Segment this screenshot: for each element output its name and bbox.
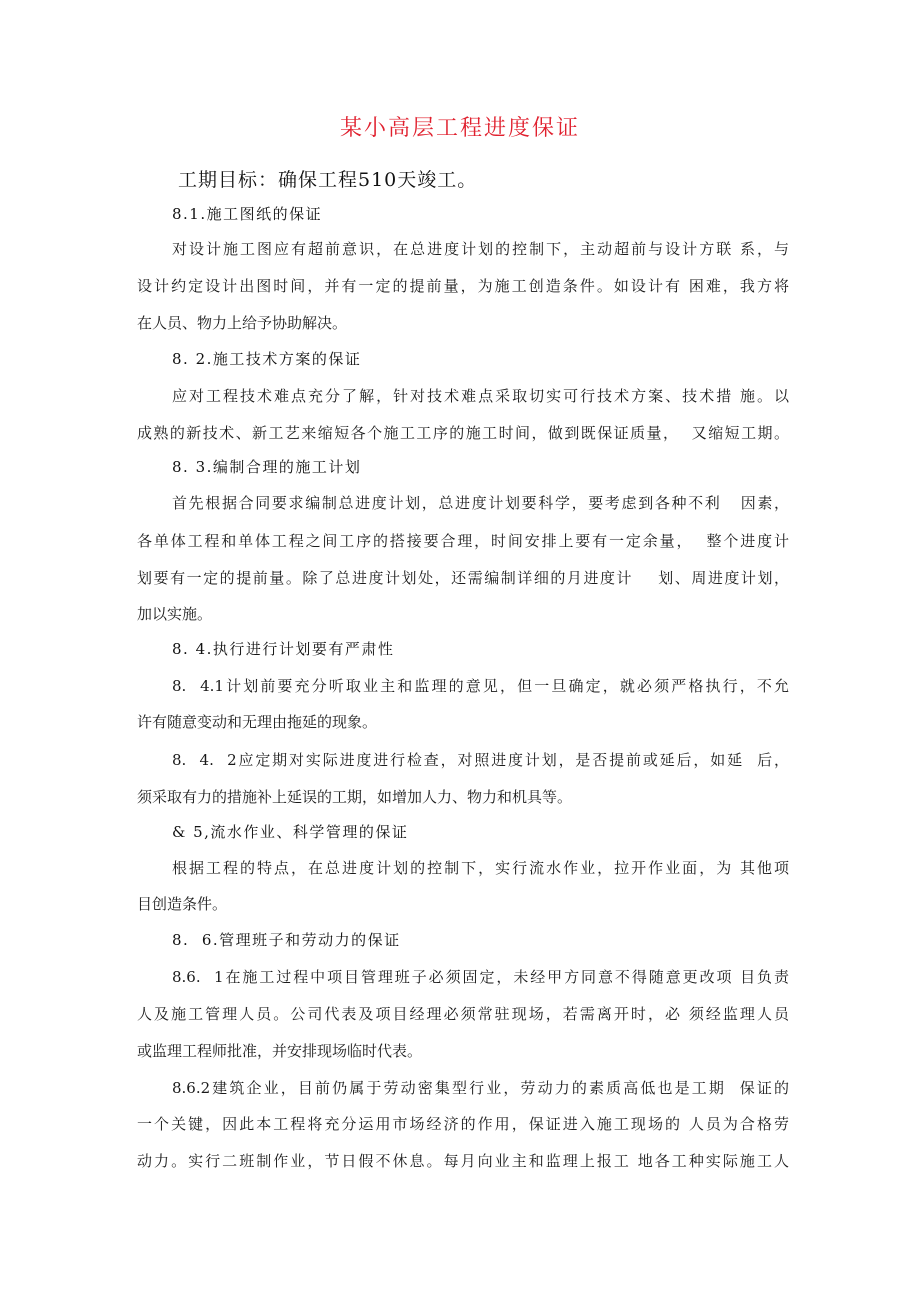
section-heading-8-1: 8.1.施工图纸的保证 [172,205,323,223]
section-heading-8-5: & 5,流水作业、科学管理的保证 [172,823,409,841]
section-heading-8-2: 8. 2.施工技术方案的保证 [172,350,362,368]
paragraph-line: 设计约定设计出图时间，并有一定的提前量，为施工创造条件。如设计有 困难，我方将 [137,277,789,295]
section-heading-8-3: 8. 3.编制合理的施工计划 [172,458,362,476]
section-heading-8-6: 8. 6.管理班子和劳动力的保证 [172,931,401,949]
document-title: 某小高层工程进度保证 [339,116,580,141]
paragraph-line: 首先根据合同要求编制总进度计划，总进度计划要科学，要考虑到各种不利 因素， [172,494,789,512]
paragraph-line: 各单体工程和单体工程之间工序的搭接要合理，时间安排上要有一定余量， 整个进度计 [137,532,789,550]
paragraph-line: 加以实施。 [137,605,213,623]
paragraph-line: 对设计施工图应有超前意识，在总进度计划的控制下，主动超前与设计方联 系，与 [172,240,789,258]
paragraph-line: 人及施工管理人员。公司代表及项目经理必须常驻现场，若需离开时，必 须经监理人员 [137,1005,789,1023]
paragraph-line: 8.6.2建筑企业，目前仍属于劳动密集型行业，劳动力的素质高低也是工期 保证的 [172,1079,789,1097]
paragraph-line: 许有随意变动和无理由拖延的现象。 [137,713,378,731]
paragraph-line: 一个关键，因此本工程将充分运用市场经济的作用，保证进入施工现场的 人员为合格劳 [137,1115,789,1133]
paragraph-line: 动力。实行二班制作业，节日假不休息。每月向业主和监理上报工 地各工种实际施工人 [137,1152,789,1170]
paragraph-line: 根据工程的特点，在总进度计划的控制下，实行流水作业，拉开作业面，为 其他项 [172,859,789,877]
section-heading-8-4: 8. 4.执行进行计划要有严肃性 [172,640,395,658]
schedule-goal: 工期目标：确保工程510天竣工。 [178,169,478,191]
paragraph-line: 须采取有力的措施补上延误的工期，如增加人力、物力和机具等。 [137,788,573,806]
paragraph-line: 成熟的新技术、新工艺来缩短各个施工工序的施工时间，做到既保证质量， 又缩短工期。 [137,424,789,442]
paragraph-line: 或监理工程师批准，并安排现场临时代表。 [137,1042,423,1060]
paragraph-line: 8.6. 1在施工过程中项目管理班子必须固定，未经甲方同意不得随意更改项 目负责 [172,968,789,986]
paragraph-line: 目创造条件。 [137,895,228,913]
paragraph-line: 8. 4.1计划前要充分听取业主和监理的意见，但一旦确定，就必须严格执行，不允 [172,677,789,695]
paragraph-line: 划要有一定的提前量。除了总进度计划处，还需编制详细的月进度计 划、周进度计划， [137,569,789,587]
paragraph-line: 8. 4. 2应定期对实际进度进行检查，对照进度计划，是否提前或延后，如延 后， [172,751,789,769]
paragraph-line: 应对工程技术难点充分了解，针对技术难点采取切实可行技术方案、技术措 施。以 [172,387,789,405]
paragraph-line: 在人员、物力上给予协助解决。 [137,314,348,332]
